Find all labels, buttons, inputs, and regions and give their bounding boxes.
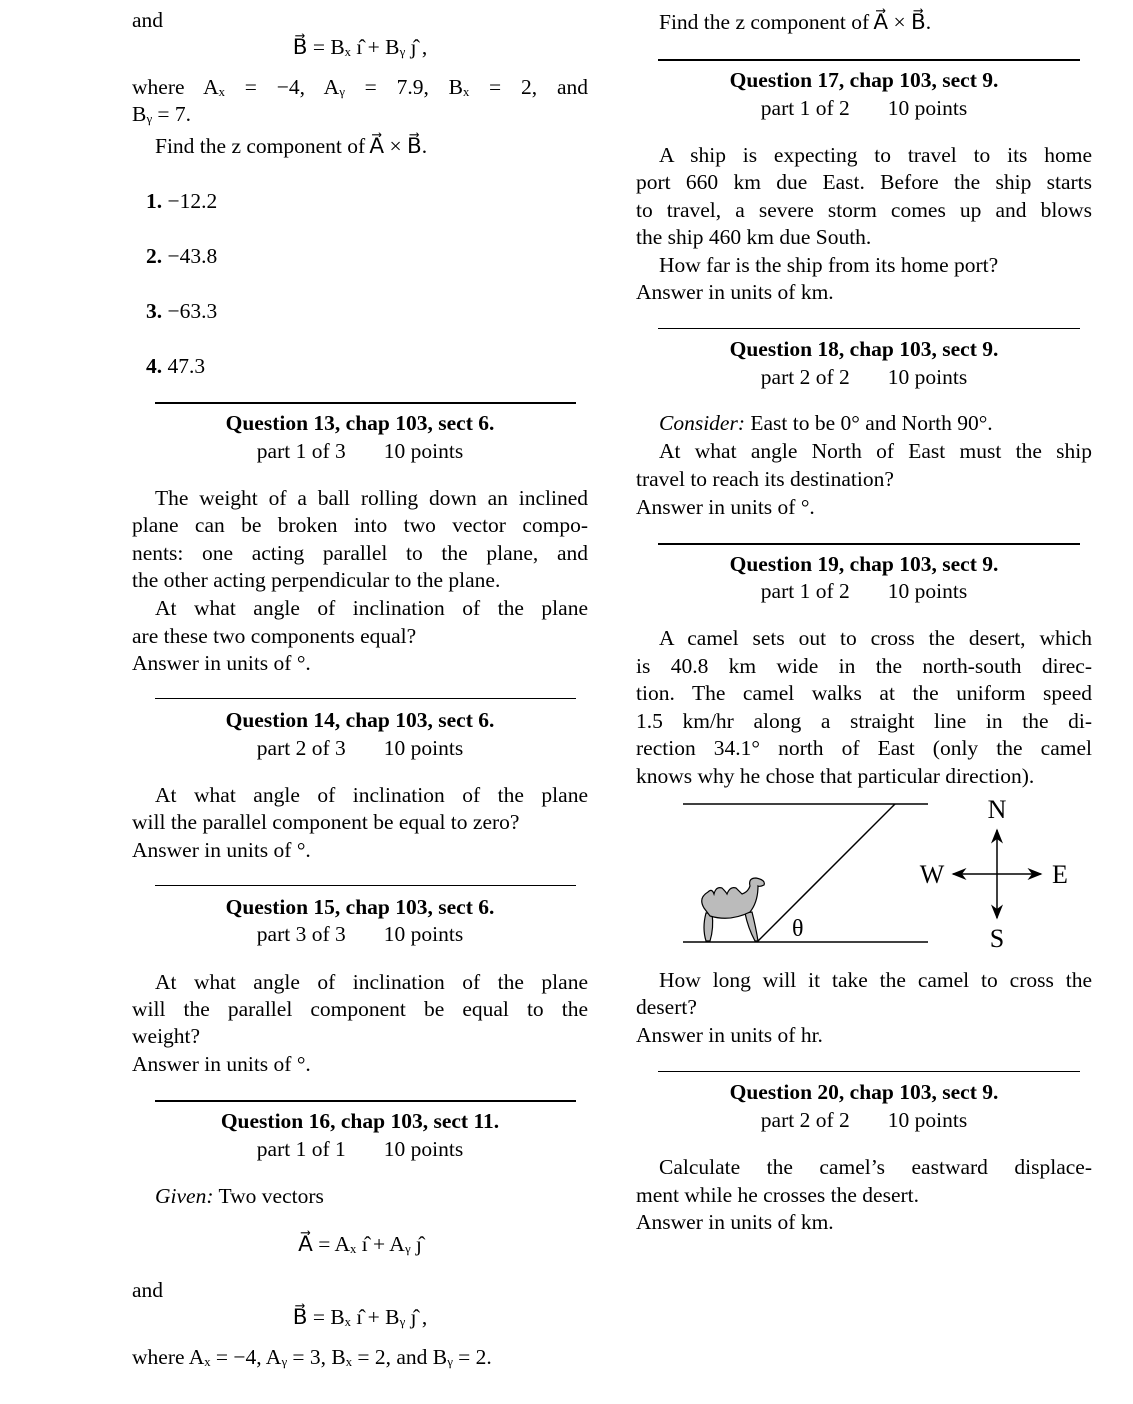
question-18-title: Question 18, chap 103, sect 9. bbox=[729, 337, 999, 361]
part-label: part 2 of 2 bbox=[760, 1108, 850, 1132]
divider bbox=[658, 1071, 1080, 1072]
answer-units: Answer in units of °. bbox=[132, 1052, 311, 1076]
given-label: Given: bbox=[155, 1184, 214, 1208]
divider bbox=[155, 1100, 576, 1102]
choice-value: −12.2 bbox=[167, 189, 218, 213]
points-label: 10 points bbox=[383, 922, 464, 946]
choice-number: 3. bbox=[146, 299, 163, 323]
text-line: to travel, a severe storm comes up and blows bbox=[636, 198, 1092, 222]
question-14-title: Question 14, chap 103, sect 6. bbox=[225, 708, 495, 732]
text-line: ment while he crosses the desert. bbox=[636, 1183, 919, 1207]
camel-path-line bbox=[757, 804, 895, 942]
question-16-title: Question 16, chap 103, sect 11. bbox=[220, 1109, 500, 1133]
part-label: part 3 of 3 bbox=[256, 922, 346, 946]
text-line: A ship is expecting to travel to its home bbox=[659, 143, 1092, 167]
question-20-part bbox=[636, 1106, 1092, 1134]
consider-text: East to be 0° and North 90°. bbox=[750, 411, 993, 435]
consider-label: Consider: bbox=[659, 411, 745, 435]
north-label: N bbox=[987, 795, 1007, 824]
choice-number: 1. bbox=[146, 189, 163, 213]
text-line: How far is the ship from its home port? bbox=[659, 253, 999, 277]
text-line: rection 34.1° north of East (only the camel bbox=[636, 736, 1092, 760]
question-prompt: Find the z component of A⃗ × B⃗. bbox=[155, 134, 428, 158]
answer-units: Answer in units of °. bbox=[132, 651, 311, 675]
text-line: the ship 460 km due South. bbox=[636, 225, 872, 249]
equation-b: B⃗ = Bₓ ı̂ + Bᵧ ȷ̂ , bbox=[292, 1305, 428, 1329]
part-label: part 1 of 2 bbox=[760, 96, 850, 120]
camel-icon bbox=[702, 878, 765, 941]
text-line: desert? bbox=[636, 995, 697, 1019]
text-line: Calculate the camel’s eastward displace- bbox=[659, 1155, 1092, 1179]
choice-value: 47.3 bbox=[167, 354, 206, 378]
answer-units: Answer in units of km. bbox=[636, 1210, 834, 1234]
question-16-part bbox=[132, 1135, 588, 1163]
question-19-title: Question 19, chap 103, sect 9. bbox=[729, 552, 999, 576]
equation-a: A⃗ = Aₓ ı̂ + Aᵧ ȷ̂ bbox=[298, 1232, 422, 1256]
question-13-part bbox=[132, 437, 588, 465]
points-label: 10 points bbox=[887, 365, 968, 389]
part-label: part 2 of 2 bbox=[760, 365, 850, 389]
part-label: part 2 of 3 bbox=[256, 736, 346, 760]
text-line: port 660 km due East. Before the ship starts bbox=[636, 170, 1092, 194]
text-line: 1.5 km/hr along a straight line in the di- bbox=[636, 709, 1092, 733]
divider bbox=[658, 543, 1080, 545]
west-label: W bbox=[919, 860, 945, 889]
question-15-part bbox=[132, 920, 588, 948]
part-label: part 1 of 1 bbox=[256, 1137, 346, 1161]
text-line: plane can be broken into two vector compo- bbox=[132, 513, 588, 537]
text-line: travel to reach its destination? bbox=[636, 467, 894, 491]
divider bbox=[658, 59, 1080, 61]
text-line: At what angle of inclination of the plane bbox=[155, 970, 588, 994]
choice-number: 2. bbox=[146, 244, 163, 268]
divider bbox=[658, 328, 1080, 329]
choice-number: 4. bbox=[146, 354, 163, 378]
text-line: The weight of a ball rolling down an inclined bbox=[155, 486, 588, 510]
choice-1[interactable] bbox=[146, 187, 217, 215]
points-label: 10 points bbox=[383, 736, 464, 760]
choice-4[interactable] bbox=[146, 352, 205, 380]
answer-units: Answer in units of km. bbox=[636, 280, 834, 304]
question-15-title: Question 15, chap 103, sect 6. bbox=[225, 895, 495, 919]
question-13-title: Question 13, chap 103, sect 6. bbox=[225, 411, 495, 435]
text-line: are these two components equal? bbox=[132, 624, 417, 648]
equation-b: B⃗ = Bₓ ı̂ + Bᵧ ȷ̂ , bbox=[292, 35, 428, 59]
points-label: 10 points bbox=[887, 1108, 968, 1132]
text-line: Bᵧ = 7. bbox=[132, 102, 192, 126]
camel-desert-figure bbox=[670, 790, 1090, 960]
choice-value: −43.8 bbox=[167, 244, 218, 268]
choice-3[interactable] bbox=[146, 297, 217, 325]
choice-2[interactable] bbox=[146, 242, 217, 270]
points-label: 10 points bbox=[887, 96, 968, 120]
text-line: knows why he chose that particular direction). bbox=[636, 764, 1035, 788]
text-line: will the parallel component be equal to zero? bbox=[132, 810, 520, 834]
question-17-part bbox=[636, 94, 1092, 122]
text-line: and bbox=[132, 8, 164, 32]
divider bbox=[155, 402, 576, 404]
question-17-title: Question 17, chap 103, sect 9. bbox=[729, 68, 999, 92]
points-label: 10 points bbox=[383, 439, 464, 463]
given-text: Two vectors bbox=[218, 1184, 324, 1208]
text-line: tion. The camel walks at the uniform speed bbox=[636, 681, 1092, 705]
text-line: will the parallel component be equal to the bbox=[132, 997, 588, 1021]
text-line: A camel sets out to cross the desert, which bbox=[659, 626, 1092, 650]
text-line: At what angle of inclination of the plane bbox=[155, 596, 588, 620]
text-line: weight? bbox=[132, 1024, 201, 1048]
text-line: where Aₓ = −4, Aᵧ = 7.9, Bₓ = 2, and bbox=[132, 75, 588, 99]
points-label: 10 points bbox=[887, 579, 968, 603]
text-line: is 40.8 km wide in the north-south direc- bbox=[636, 654, 1092, 678]
text-line: At what angle of inclination of the plane bbox=[155, 783, 588, 807]
text-line: the other acting perpendicular to the plane. bbox=[132, 568, 501, 592]
text-line: and bbox=[132, 1278, 164, 1302]
text-line: where Aₓ = −4, Aᵧ = 3, Bₓ = 2, and Bᵧ = 2. bbox=[132, 1345, 492, 1369]
question-14-part bbox=[132, 734, 588, 762]
answer-units: Answer in units of hr. bbox=[636, 1023, 823, 1047]
given-line bbox=[132, 1182, 588, 1210]
question-18-part bbox=[636, 363, 1092, 391]
divider bbox=[155, 885, 576, 886]
question-prompt: Find the z component of A⃗ × B⃗. bbox=[659, 10, 932, 34]
east-label: E bbox=[1052, 860, 1068, 889]
text-line: At what angle North of East must the ship bbox=[659, 439, 1092, 463]
text-line: nents: one acting parallel to the plane, and bbox=[132, 541, 588, 565]
part-label: part 1 of 2 bbox=[760, 579, 850, 603]
answer-units: Answer in units of °. bbox=[132, 838, 311, 862]
consider-line bbox=[636, 409, 1092, 437]
south-label: S bbox=[989, 924, 1005, 953]
text-line: How long will it take the camel to cross the bbox=[659, 968, 1092, 992]
choice-value: −63.3 bbox=[167, 299, 218, 323]
question-19-part bbox=[636, 577, 1092, 605]
theta-label: θ bbox=[792, 916, 804, 942]
divider bbox=[155, 698, 576, 699]
points-label: 10 points bbox=[383, 1137, 464, 1161]
answer-units: Answer in units of °. bbox=[636, 495, 815, 519]
part-label: part 1 of 3 bbox=[256, 439, 346, 463]
question-20-title: Question 20, chap 103, sect 9. bbox=[729, 1080, 999, 1104]
